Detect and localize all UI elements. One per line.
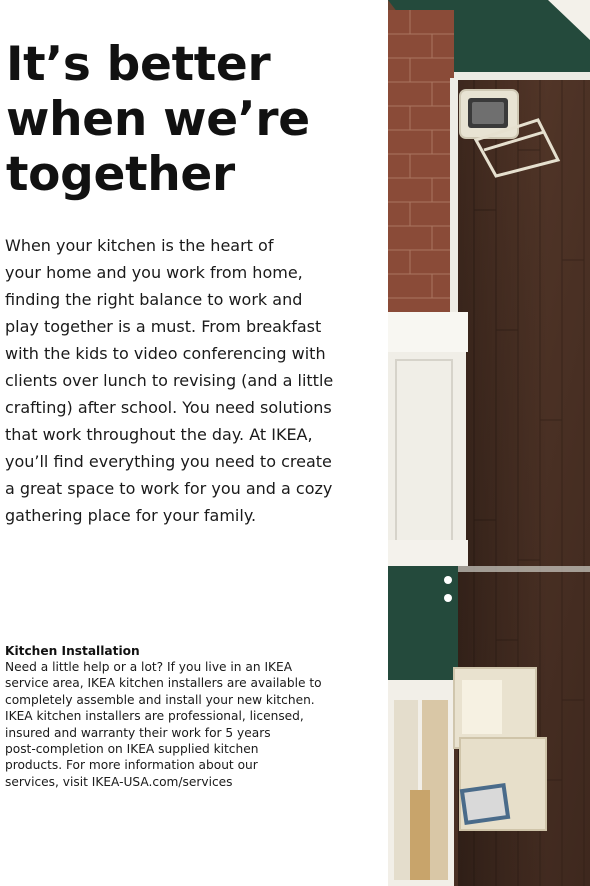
- installation-line: IKEA kitchen installers are professional, licensed,: [5, 709, 304, 724]
- headline-line: when we’re: [6, 92, 310, 147]
- installation-line: post-completion on IKEA supplied kitchen: [5, 742, 259, 757]
- intro-line: crafting) after school. You need solutions: [5, 398, 332, 417]
- rail-hook: [444, 594, 452, 602]
- installation-line: products. For more information about our: [5, 758, 258, 773]
- installation-line: services, visit IKEA-USA.com/services: [5, 774, 233, 789]
- headline-line: together: [6, 147, 235, 202]
- kitchen-photo: [388, 0, 590, 886]
- installation-line: service area, IKEA kitchen installers are available to: [5, 676, 322, 691]
- counter-top-edge: [388, 312, 468, 352]
- top-trim: [448, 72, 590, 80]
- installation-title: Kitchen Installation: [5, 644, 140, 658]
- storage-boxes: [454, 668, 546, 830]
- intro-line: gathering place for your family.: [5, 506, 257, 525]
- intro-line: clients over lunch to revising (and a little: [5, 371, 334, 390]
- lower-trim: [388, 540, 468, 566]
- installation-line: completely assemble and install your new kitchen.: [5, 692, 315, 707]
- installation-line: insured and warranty their work for 5 years: [5, 725, 271, 740]
- intro-line: a great space to work for you and a cozy: [5, 479, 333, 498]
- intro-line: that work throughout the day. At IKEA,: [5, 425, 313, 444]
- intro-line: finding the right balance to work and: [5, 290, 303, 309]
- headline-line: It’s better: [6, 37, 271, 92]
- intro-line: you’ll find everything you need to create: [5, 452, 332, 471]
- shelf-item: [410, 790, 430, 880]
- intro-line: When your kitchen is the heart of: [5, 236, 274, 255]
- brick-wall-edge: [450, 78, 458, 328]
- installation-line: Need a little help or a lot? If you live in an IKEA: [5, 660, 293, 674]
- rail-hook: [444, 576, 452, 584]
- intro-paragraph: [5, 232, 381, 529]
- brick-wall: [388, 10, 454, 322]
- wall-rail: [458, 566, 590, 572]
- intro-line: with the kids to video conferencing with: [5, 344, 326, 363]
- intro-line: your home and you work from home,: [5, 263, 303, 282]
- kitchen-illustration: [388, 0, 590, 886]
- intro-line: play together is a must. From breakfast: [5, 317, 322, 336]
- installation-paragraph: [5, 659, 375, 790]
- headline: [6, 37, 378, 202]
